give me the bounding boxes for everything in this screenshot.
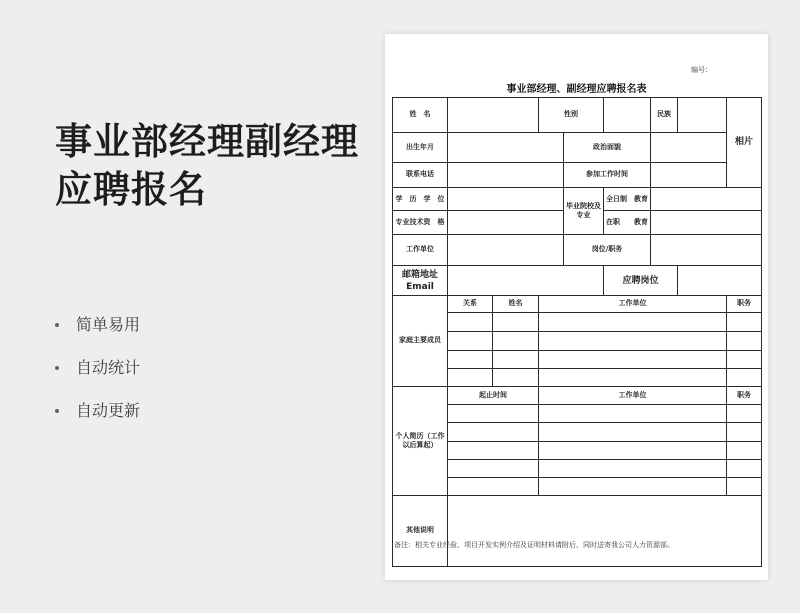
form-footnote: 备注：相关专业经验、项目开发实例介绍及证明材料请附后，同时送寄我公司人力资源部。 <box>394 541 674 549</box>
field-title-quals <box>448 211 564 234</box>
resume-row <box>393 441 762 459</box>
label-title-quals: 专业技术资 格 <box>393 211 448 234</box>
label-political: 政治面貌 <box>564 132 651 162</box>
form-title: 事业部经理、副经理应聘报名表 <box>506 84 647 95</box>
field-apply-post <box>678 266 762 296</box>
bullet-dot-icon <box>55 409 59 413</box>
resume-row <box>393 422 762 441</box>
feature-item <box>55 355 140 398</box>
family-row <box>393 312 762 331</box>
label-ethnicity: 民族 <box>651 98 678 133</box>
field-phone <box>448 162 564 187</box>
label-parttime: 在职 教育 <box>604 211 651 234</box>
field-employer <box>448 234 564 266</box>
family-header-relation: 关系 <box>448 295 493 312</box>
label-family: 家庭主要成员 <box>393 295 448 386</box>
feature-item <box>55 398 140 441</box>
feature-label: 自动更新 <box>76 401 141 420</box>
label-work-start: 参加工作时间 <box>564 162 651 187</box>
label-apply-post: 应聘岗位 <box>604 266 678 296</box>
label-birth: 出生年月 <box>393 132 448 162</box>
field-education <box>448 187 564 210</box>
field-work-start <box>651 162 762 187</box>
field-position <box>651 234 762 266</box>
bullet-dot-icon <box>55 323 59 327</box>
bullet-dot-icon <box>55 366 59 370</box>
resume-row <box>393 477 762 495</box>
application-form-table <box>392 97 762 567</box>
field-name <box>448 98 539 133</box>
label-other: 其他说明 <box>393 495 448 566</box>
feature-list <box>55 312 140 441</box>
label-employer: 工作单位 <box>393 234 448 266</box>
field-gender <box>604 98 651 133</box>
label-email-line2: Email <box>406 281 434 292</box>
field-birth <box>448 132 564 162</box>
family-row <box>393 331 762 350</box>
feature-label: 简单易用 <box>76 315 141 334</box>
form-document-preview <box>385 34 768 580</box>
field-ethnicity <box>678 98 727 133</box>
resume-header-period: 起止时间 <box>448 386 539 404</box>
feature-label: 自动统计 <box>76 358 141 377</box>
label-gender: 性别 <box>539 98 604 133</box>
resume-row <box>393 459 762 477</box>
field-political <box>651 132 727 162</box>
label-email-line1: 邮箱地址 <box>401 269 438 280</box>
label-email <box>393 266 448 296</box>
document-number-label: 编号： <box>691 66 712 74</box>
resume-header-employer: 工作单位 <box>539 386 727 404</box>
field-email <box>448 266 604 296</box>
resume-header-position: 职务 <box>727 386 762 404</box>
label-name: 姓 名 <box>393 98 448 133</box>
field-other <box>448 495 762 566</box>
resume-row <box>393 404 762 422</box>
label-education: 学 历 学 位 <box>393 187 448 210</box>
label-fulltime: 全日制 教育 <box>604 187 651 210</box>
label-resume: 个人简历（工作以后算起） <box>393 386 448 495</box>
field-parttime <box>651 211 762 234</box>
family-header-employer: 工作单位 <box>539 295 727 312</box>
label-position: 岗位/职务 <box>564 234 651 266</box>
hero-title: 事业部经理副经理应聘报名 <box>55 120 359 211</box>
family-header-name: 姓名 <box>493 295 539 312</box>
family-header-position: 职务 <box>727 295 762 312</box>
photo-box: 相片 <box>727 98 762 188</box>
family-row <box>393 350 762 368</box>
label-school: 毕业院校及专业 <box>564 187 604 234</box>
field-fulltime <box>651 187 762 210</box>
feature-item <box>55 312 140 355</box>
family-row <box>393 368 762 386</box>
label-phone: 联系电话 <box>393 162 448 187</box>
